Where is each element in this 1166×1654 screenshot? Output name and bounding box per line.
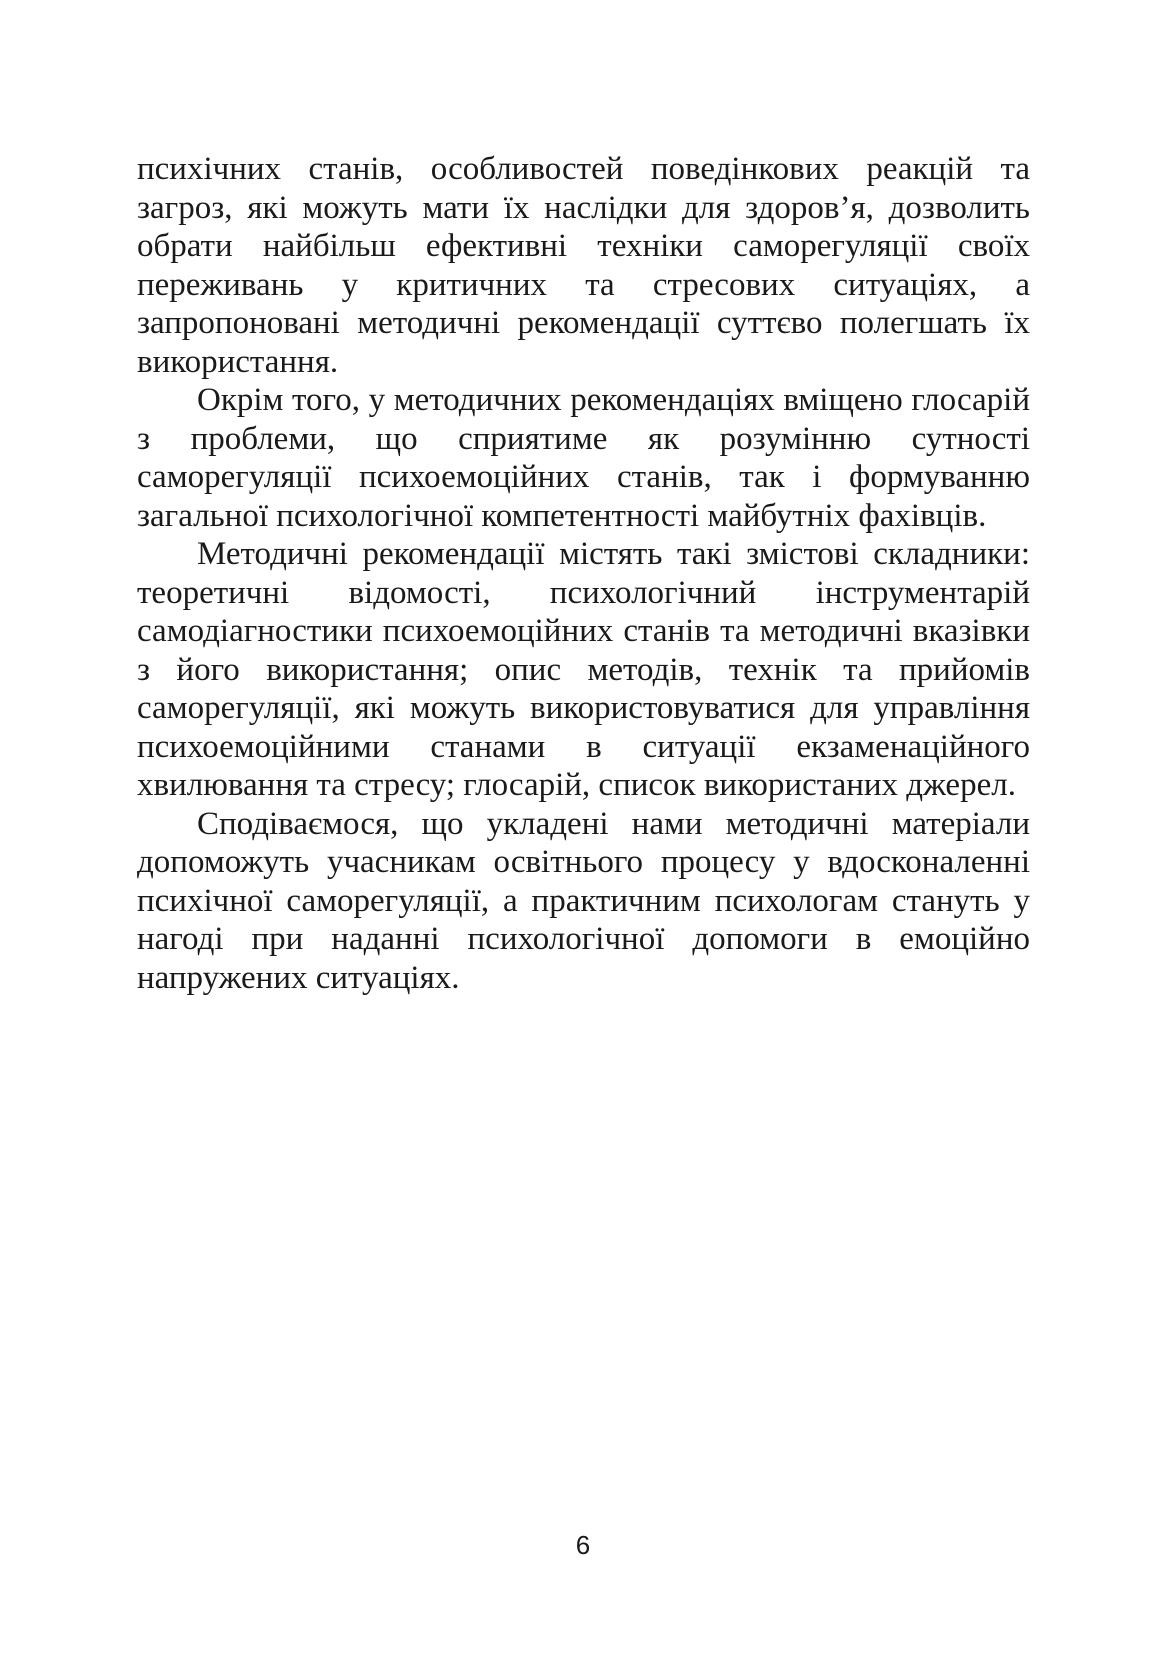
paragraph-4: Сподіваємося, що укладені нами методичні матеріали допоможуть учасникам освітнього процесу у вдосконаленні психічної саморегуляції, а практичним психологам стануть у нагоді при наданні психологічної допомоги в емоційно напружених ситуаціях. [137, 805, 1030, 996]
paragraph-3: Методичні рекомендації містять такі змістові складники: теоретичні відомості, психологічний інструментарій самодіагностики психоемоційних станів та методичні вказівки з його використання; опис методів, технік та прийомів саморегуляції, які можуть використовуватися для управління психоемоційними станами в ситуації екзаменаційного хвилювання та стресу; глосарій, список використаних джерел. [137, 536, 1030, 803]
page-number: 6 [575, 1530, 591, 1560]
paragraph-2: Окрім того, у методичних рекомендаціях вміщено глосарій з проблеми, що сприятиме як розумінню сутності саморегуляції психоемоційних станів, так і формуванню загальної психологічної компетентності майбутніх фахівців. [137, 382, 1030, 534]
paragraph-1: психічних станів, особливостей поведінкових реакцій та загроз, які можуть мати їх наслідки для здоров’я, дозволить обрати найбільш ефективні техніки саморегуляції своїх переживань у критичних та стресових ситуаціях, а запропоновані методичні рекомендації суттєво полегшать їх використання. [137, 151, 1030, 380]
body-text [137, 150, 1030, 997]
